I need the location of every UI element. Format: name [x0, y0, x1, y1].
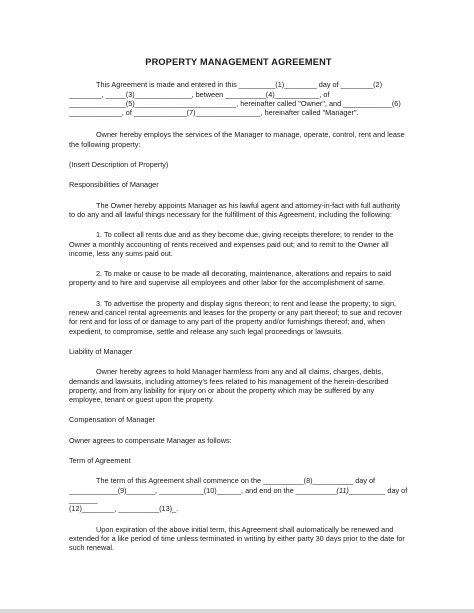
- heading-term: Term of Agreement: [69, 456, 131, 466]
- heading-compensation: Compensation of Manager: [69, 415, 155, 425]
- responsibility-item-2: 2. To make or cause to be made all decorating, maintenance, alterations and repairs to said property and to hire and supervise all employees and other labor for the accomplishment of same.: [69, 269, 392, 288]
- page-bottom-edge: [0, 609, 474, 613]
- term-line-1: The term of this Agreement shall commence on the __________(8)__________ day of: [96, 476, 376, 486]
- intro-line-4: _____________, of _____________(7)________________, hereinafter called "Manager".: [69, 108, 359, 118]
- intro-line-2: ________, _____(3)______________, between __________(4)___________, of: [69, 89, 330, 99]
- document-title: PROPERTY MANAGEMENT AGREEMENT: [145, 57, 332, 67]
- heading-responsibilities: Responsibilities of Manager: [69, 180, 159, 190]
- intro-line-3: ______________(5)_________________________, hereinafter called "Owner", and ____________(6): [69, 98, 401, 108]
- term-line-3: (12)________, __________(13)_.: [69, 504, 179, 514]
- responsibility-item-3: 3. To advertise the property and display signs thereon; to rent and lease the property; to sign, renew and cancel rental agreements and leases for the property or any part thereof; to sue and recover for rent and for loss of or damage to any part of the property and/or furnishings thereof; and, when expedient, to compromise, settle and release any such legal proceedings or lawsuits.: [69, 298, 403, 336]
- employs-paragraph: Owner hereby employs the services of the Manager to manage, operate, control, rent and lease the following property:: [69, 130, 405, 149]
- term-paragraph: [69, 476, 408, 513]
- term-line-2-start: ____________(9)_______, ___________(10)______, and end on the __________: [69, 485, 337, 495]
- responsibility-item-1: 1. To collect all rents due and as they become due, giving receipts therefore; to render to the Owner a monthly accounting of rents received and expenses paid out; and to remit to the Owner all income, less any sums paid out.: [69, 230, 394, 258]
- term-line-2: [69, 486, 408, 505]
- intro-line-1: This Agreement is made and entered in this _________(1)________ day of ________(2): [96, 80, 382, 90]
- term-field-11: (11): [336, 485, 349, 495]
- appoints-paragraph: The Owner hereby appoints Manager as his lawful agent and attorney-in-fact with full authority to do any and all lawful things necessary for the fulfillment of this Agreement, including the following:: [69, 200, 401, 219]
- intro-paragraph: [69, 80, 408, 117]
- insert-property-description: (Insert Description of Property): [69, 160, 169, 170]
- liability-paragraph: Owner hereby agrees to hold Manager harmless from any and all claims, charges, debts, demands and lawsuits, including attorney's fees related to his management of the herein-described property, and from any liability for injury on or about the property which may be suffered by any employee, tenant or guest upon the property.: [69, 367, 389, 405]
- compensation-paragraph: Owner agrees to compensate Manager as follows:: [69, 435, 232, 445]
- renewal-paragraph: Upon expiration of the above initial term, this Agreement shall automatically be renewed and extended for a like period of time unless terminated in writing by either party 30 days prior to the date for such renewal.: [69, 524, 405, 553]
- term-line-2-end: _________ day of _______: [69, 485, 408, 504]
- heading-liability: Liability of Manager: [69, 346, 133, 356]
